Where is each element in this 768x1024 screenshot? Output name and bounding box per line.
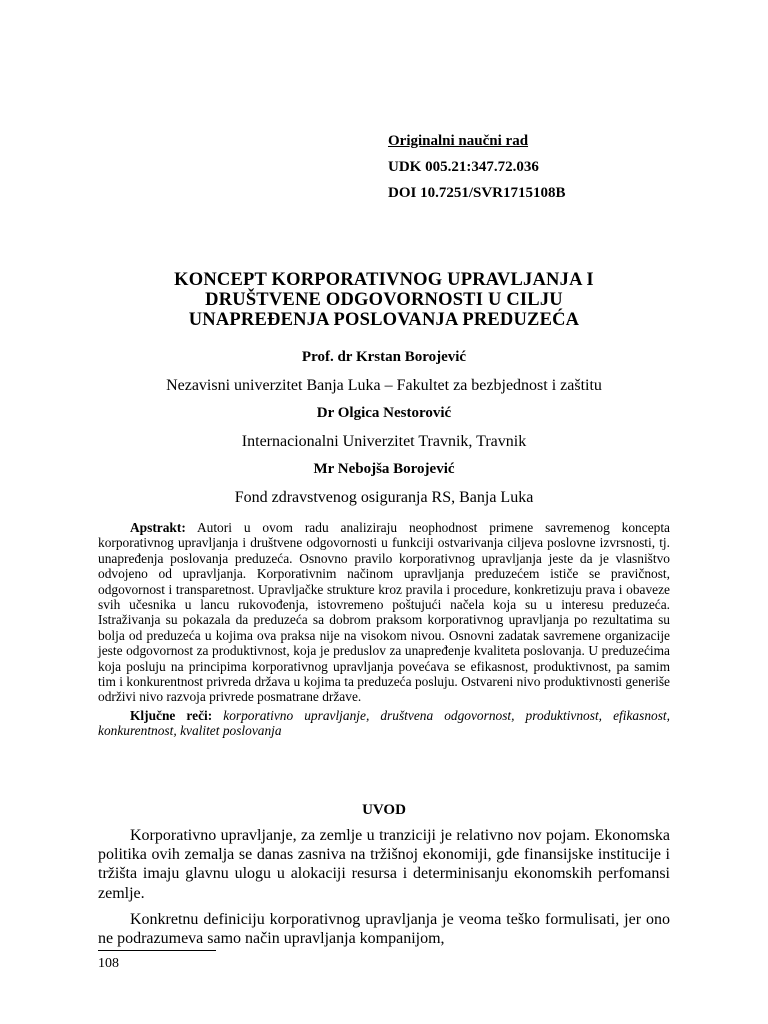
body-paragraph: Konkretnu definiciju korporativnog upravljanja je veoma teško formulisati, jer ono ne podrazumeva samo način upravljanja kompanijom, — [98, 910, 670, 948]
author-name: Prof. dr Krstan Borojević — [301, 349, 467, 365]
keywords — [98, 708, 670, 739]
body-text — [98, 826, 670, 955]
paper-title — [100, 270, 668, 330]
doi: DOI 10.7251/SVR1715108B — [388, 185, 566, 201]
page-number: 108 — [98, 956, 119, 971]
abstract-label: Apstrakt: — [130, 520, 186, 535]
section-heading: UVOD — [362, 802, 406, 818]
abstract-text: Autori u ovom radu analiziraju neophodnost primene savremenog koncepta korporativnog upravljanja i društvene odgovornosti u funkciji ostvarivanja ciljeva poslovne izvrsnosti, tj. unapređenja poslovanja preduzeća. Osnovno pravilo korporativnog upravljanja jeste da je vlasništvo odvojeno od upravljanja. Korporativnim načinom upravljanja preduzećem ističe se pravičnost, odgovornost i transparetnost. Upravljačke strukture kroz pravila i procedure, konkretizuju prava i obaveze svih učesnika u lancu rukovođenja, istovremeno poštujući načela koja su u interesu preduzeća. Istraživanja su pokazala da preduzeća sa dobrom praksom korporativnog upravljanja po rezultatima su bolja od preduzeća u kojima ova praksa nije na visokom nivou. Osnovni zadatak savremene organizacije jeste odgovornost za produktivnost, koja je preduslov za unapređenje kvaliteta poslovanja. U preduzećima koja posluju na principima korporativnog upravljanja povećava se efikasnost, produktivnost, pa samim tim i konkurentnost privreda država u kojima ta preduzeća posluju. Ostvareni nivo produktivnosti generiše održivi nivo razvoja privrede posmatrane države. — [98, 520, 671, 705]
author-list — [60, 348, 708, 516]
paper-type: Originalni naučni rad — [388, 133, 529, 149]
author-name: Mr Nebojša Borojević — [313, 461, 455, 477]
author-name: Dr Olgica Nestorović — [316, 405, 452, 421]
author-affiliation: Fond zdravstvenog osiguranja RS, Banja Luka — [234, 489, 534, 506]
abstract — [98, 520, 670, 739]
keywords-label: Ključne reči: — [130, 707, 213, 723]
udk-code: UDK 005.21:347.72.036 — [388, 159, 539, 175]
author-affiliation: Nezavisni univerzitet Banja Luka – Fakultet za bezbjednost i zaštitu — [166, 377, 602, 394]
abstract-paragraph — [98, 520, 670, 705]
keywords-text: korporativno upravljanje, društvena odgovornost, produktivnost, efikasnost, konkurentnost, kvalitet poslovanja — [98, 707, 670, 739]
body-paragraph: Korporativno upravljanje, za zemlje u tranziciji je relativno nov pojam. Ekonomska politika ovih zemalja se danas zasniva na tržišnoj ekonomiji, gde finansijske institucije i tržišta imaju glavnu ulogu u alokaciji resursa i determinisanju ekonomskih perfomansi zemlje. — [98, 827, 670, 902]
title-line: UNAPREĐENJA POSLOVANJA PREDUZEĆA — [188, 310, 580, 330]
title-line: DRUŠTVENE ODGOVORNOSTI U CILJU — [205, 290, 563, 310]
footnote-divider — [98, 950, 216, 951]
article-meta — [388, 128, 566, 206]
author-affiliation: Internacionalni Univerzitet Travnik, Travnik — [241, 433, 527, 450]
title-line: KONCEPT KORPORATIVNOG UPRAVLJANJA I — [174, 270, 594, 290]
